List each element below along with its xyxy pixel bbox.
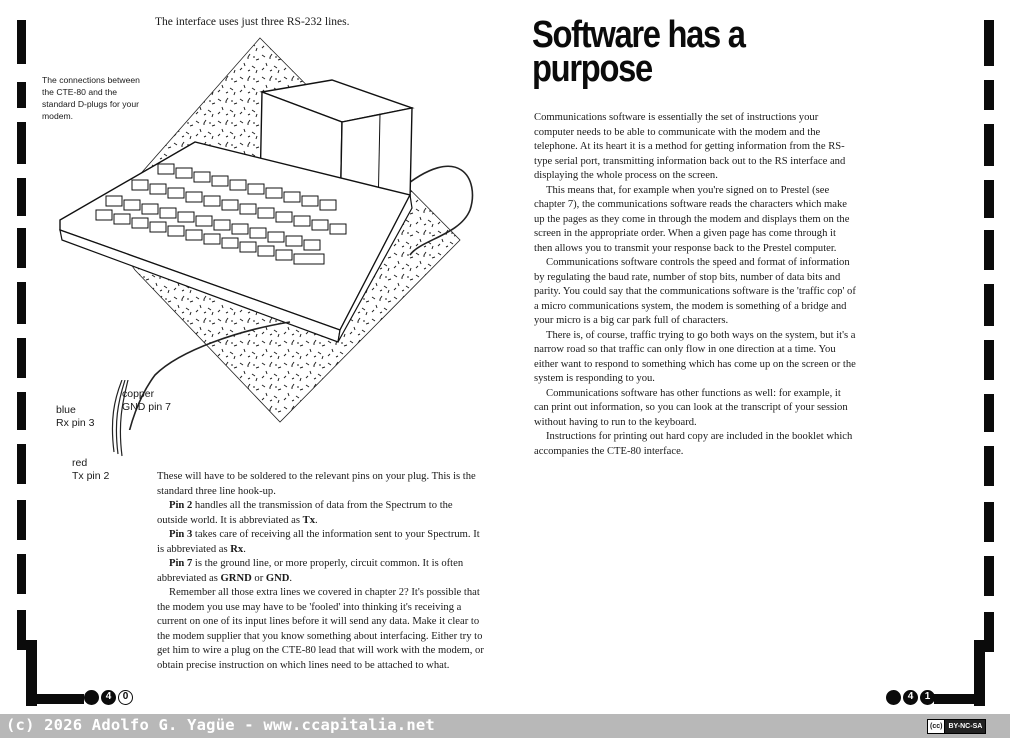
wire-label-copper <box>122 388 171 414</box>
right-page-number <box>886 690 935 705</box>
right-paragraph-2: This means that, for example when you're signed on to Prestel (see chapter 7), the communications software reads the characters which make up the pages as they come in through the modem and displays them on the screen in the appropriate order. When a given page has come through it then allows you to transmit your response back to the Prestel computer. <box>534 184 850 254</box>
cc-license-badge[interactable] <box>927 719 986 734</box>
pin7-text: is the ground line, or more properly, circuit common. It is often abbreviated as <box>157 558 464 584</box>
pin2-label: Pin 2 <box>169 500 193 511</box>
left-paragraph-3: Pin 3 takes care of receiving all the information sent to your Spectrum. It is abbreviated as Rx. <box>157 529 480 555</box>
right-paragraph-3: Communications software controls the speed and format of information by regulating the baud rate, number of stop bits, number of data bits and parity. You could say that the communications software is the 'traffic cop' of a micro communications system, the modem is something of a bridge and your micro is a big car park full of characters. <box>534 257 856 326</box>
wire-label-blue <box>56 404 95 430</box>
left-paragraph-4: Pin 7 is the ground line, or more properly, circuit common. It is often abbreviated as GRND or GND. <box>157 558 464 584</box>
pin2-text: handles all the transmission of data from the Spectrum to the outside world. It is abbreviated as <box>157 500 453 526</box>
page-title <box>532 14 745 90</box>
pin3-text: takes care of receiving all the information sent to your Spectrum. It is abbreviated as <box>157 529 480 555</box>
left-body-text <box>157 470 485 673</box>
title-line-2: purpose <box>532 48 652 90</box>
page-dot-icon <box>886 690 901 705</box>
right-paragraph-4: There is, of course, traffic trying to go both ways on the system, but it's a narrow road so that traffic can only flow in one direction at a time. You either want to respond to something which has come up on the screen or the system is responding to you. <box>534 329 856 384</box>
right-paragraph-6: Instructions for printing out hard copy are included in the booklet which accompanies the CTE-80 interface. <box>534 431 853 457</box>
page-digit: 1 <box>920 690 935 705</box>
page-digit: 4 <box>903 690 918 705</box>
page-digit: 0 <box>118 690 133 705</box>
wire-pin-tx: Tx pin 2 <box>72 470 110 482</box>
figure-caption-top: The interface uses just three RS-232 lines. <box>155 16 350 28</box>
title-line-1: Software has a <box>532 14 745 56</box>
wire-color-copper: copper <box>122 388 155 400</box>
page-digit: 4 <box>101 690 116 705</box>
license-text: BY-NC-SA <box>945 720 985 733</box>
wire-color-red: red <box>72 457 88 469</box>
rx-abbr: Rx <box>230 543 244 555</box>
left-paragraph-5: Remember all those extra lines we covered in chapter 2? It's possible that the modem you use may have to be 'fooled' into thinking it's receiving a current on one of its input lines before it will send any data. Make it clear to the modem supplier that you know something about interfacing. Either try to get him to wire a plug on the CTE-80 lead that will work with the modem, or obtain precise instruction on which lines need to be attached to what. <box>157 587 484 671</box>
cc-icon: (cc) <box>928 720 945 733</box>
tx-abbr: Tx <box>302 514 316 526</box>
footer-credit: (c) 2026 Adolfo G. Yagüe - www.ccapitalia.net <box>6 716 435 734</box>
grnd-abbr: GRND <box>220 572 252 584</box>
or-word: or <box>251 572 266 584</box>
left-page-number <box>84 690 133 705</box>
right-paragraph-5: Communications software has other functions as well: for example, it can print out information, so you can look at the transcript of your session without having to run to the keyboard. <box>534 387 848 428</box>
computer-keyboard-illustration <box>40 30 490 430</box>
left-paragraph-2: Pin 2 handles all the transmission of data from the Spectrum to the outside world. It is abbreviated as Tx. <box>157 500 453 526</box>
right-body-text <box>534 111 856 459</box>
page-dot-icon <box>84 690 99 705</box>
footer-bar <box>0 714 1010 738</box>
wire-label-red <box>72 457 109 483</box>
wire-pin-rx: Rx pin 3 <box>56 417 95 429</box>
figure-caption-side: The connections between the CTE-80 and the standard D-plugs for your modem. <box>42 75 140 121</box>
pin3-label: Pin 3 <box>169 529 193 540</box>
right-paragraph-1: Communications software is essentially the set of instructions your computer needs to be able to communicate with the modem and the telephone. At its heart it is a method for getting information from the RS-type serial port, transmitting information back out to the RS interface and displaying the whole process on the screen. <box>534 112 846 181</box>
pin7-label: Pin 7 <box>169 558 193 569</box>
gnd-abbr: GND <box>265 572 290 584</box>
wire-pin-gnd: GND pin 7 <box>122 401 172 413</box>
wire-color-blue: blue <box>56 404 76 416</box>
left-paragraph-1: These will have to be soldered to the relevant pins on your plug. This is the standard three line hook-up. <box>157 471 476 497</box>
